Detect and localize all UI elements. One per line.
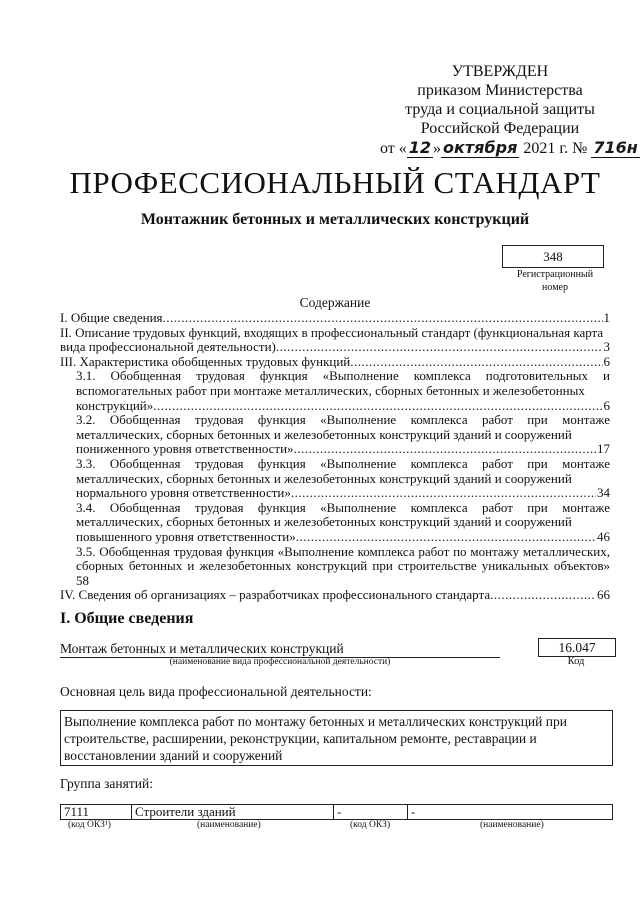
activity-area-caption: (наименование вида профессиональной деятельности) — [169, 657, 391, 667]
toc-item-page: 58 — [76, 572, 89, 588]
date-prefix: от « — [380, 140, 407, 157]
activity-code-caption: Код — [567, 656, 585, 667]
occupation-name-cell: Строители зданий — [132, 805, 334, 820]
toc-item-text: 3.2. Обобщенная трудовая функция «Выполнение комплекса работ при монтаже металлических, сборных бетонных и железобетонных конструкций зданий и сооружений — [76, 412, 610, 442]
page-title: ПРОФЕССИОНАЛЬНЫЙ СТАНДАРТ — [69, 165, 601, 200]
toc-item-text: II. Описание трудовых функций, входящих в профессиональный стандарт (функциональная карта — [60, 324, 604, 340]
approval-month: октября — [443, 138, 518, 157]
toc-item-text: 3.4. Обобщенная трудовая функция «Выполнение комплекса работ при монтаже металлических, сборных бетонных и железобетонных конструкций зданий и сооружений — [76, 499, 610, 530]
toc-item-ii[interactable] — [60, 326, 610, 355]
approval-block — [380, 62, 638, 158]
toc-item-label: IV. Сведения об организациях – разработчиках профессионального стандарта — [60, 587, 491, 603]
toc-item-label: нормального уровня ответственности» — [76, 485, 291, 501]
occupation-group-label: Группа занятий: — [60, 776, 153, 791]
occupation-name-cell: - — [408, 805, 613, 820]
toc-item-label: III. Характеристика обобщенных трудовых функций — [60, 353, 351, 369]
occupation-table — [60, 804, 613, 820]
standard-name: Монтажник бетонных и металлических конструкций — [140, 211, 530, 228]
toc-item-3-4[interactable] — [60, 501, 610, 545]
goal-text-box: Выполнение комплекса работ по монтажу бетонных и металлических конструкций при строительстве, расширении, реконструкции, капитальном ремонте, реставрации и восстановлении зданий и сооружений — [60, 710, 613, 766]
toc-item-page: 34 — [597, 485, 610, 501]
approval-line-ministry: труда и социальной защиты — [405, 101, 595, 118]
okz-code-cell: - — [334, 805, 408, 820]
toc-item-label: конструкций» — [76, 397, 154, 413]
toc-item-label: пониженного уровня ответственности» — [76, 441, 294, 457]
caption-okz-code: (код ОКЗ¹) — [68, 820, 111, 830]
toc-item-page: 17 — [597, 441, 610, 457]
toc-item-label: вида профессиональной деятельности) — [60, 339, 276, 355]
toc-item-page: 1 — [603, 310, 610, 325]
toc-item-iii[interactable] — [60, 355, 610, 370]
toc-item-label: I. Общие сведения — [60, 310, 163, 325]
toc-item-page: 66 — [597, 587, 610, 603]
toc-item-label: повышенного уровня ответственности» — [76, 528, 296, 544]
section-heading: I. Общие сведения — [60, 610, 194, 627]
toc-title: Содержание — [299, 295, 371, 310]
toc-item-3-1[interactable] — [60, 369, 610, 413]
toc-item-page: 3 — [603, 339, 610, 355]
registration-number-box: 348 — [502, 245, 604, 268]
caption-okz-code: (код ОКЗ) — [350, 820, 391, 830]
table-row — [61, 805, 613, 820]
registration-label-line1: Регистрационный — [516, 269, 594, 280]
toc-item-i[interactable] — [60, 311, 610, 326]
registration-label — [505, 268, 605, 294]
toc-item-iv[interactable] — [60, 588, 610, 603]
caption-name: (наименование) — [480, 820, 544, 830]
approval-date-line — [380, 138, 638, 158]
toc-item-page: 6 — [603, 353, 610, 369]
approval-line-country: Российской Федерации — [420, 120, 580, 137]
toc-item-3-3[interactable] — [60, 457, 610, 501]
activity-code-box: 16.047 — [538, 638, 616, 657]
activity-area-name: Монтаж бетонных и металлических конструкций — [60, 640, 500, 658]
toc-item-3-5[interactable] — [60, 545, 610, 589]
toc-item-text: 3.3. Обобщенная трудовая функция «Выполнение комплекса работ при монтаже металлических, сборных бетонных и железобетонных конструкций зданий и сооружений — [76, 455, 610, 486]
caption-name: (наименование) — [197, 820, 261, 830]
table-of-contents — [60, 311, 610, 603]
toc-item-3-2[interactable] — [60, 413, 610, 457]
goal-label: Основная цель вида профессиональной деятельности: — [60, 684, 372, 699]
toc-item-text: 3.1. Обобщенная трудовая функция «Выполнение комплекса подготовительных и вспомогательных работ при монтаже металлических, сборных бетонных и железобетонных — [76, 368, 610, 398]
date-mid: » — [433, 140, 442, 157]
approval-year: 2021 г. № — [523, 140, 588, 157]
approval-day: 12 — [408, 138, 432, 157]
approval-line-approved: УТВЕРЖДЕН — [451, 63, 549, 80]
toc-item-page: 46 — [597, 528, 610, 544]
approval-number: 716н — [593, 138, 638, 157]
registration-label-line2: номер — [542, 282, 568, 293]
toc-item-page: 6 — [603, 397, 610, 413]
okz-code-cell: 7111 — [61, 805, 132, 820]
toc-item-text: 3.5. Обобщенная трудовая функция «Выполнение комплекса работ по монтажу металлических, сборных бетонных и железобетонных конструкций при строительстве уникальных объектов» — [76, 543, 610, 574]
approval-line-order: приказом Министерства — [417, 82, 583, 99]
